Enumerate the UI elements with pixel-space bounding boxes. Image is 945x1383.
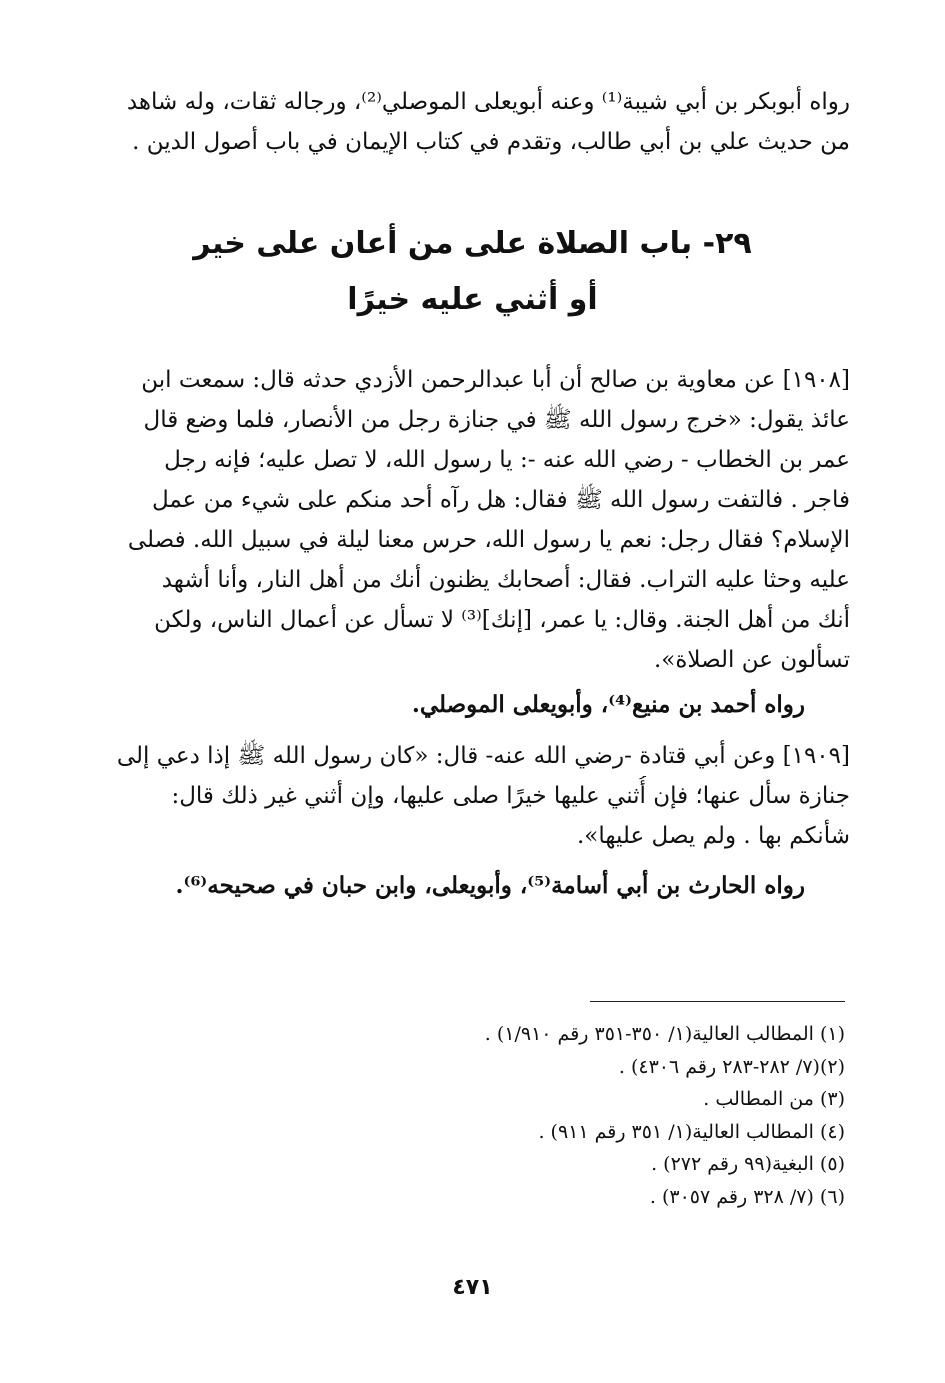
hadith-1908-line-6: عليه وحثا عليه التراب. فقال: أصحابك يظنون أنك من أهل النار، وأنا أشهد: [161, 567, 850, 593]
footnote-4: (٤) المطالب العالية(١/ ٣٥١ رقم ٩١١) .: [538, 1120, 845, 1143]
hadith-1909-attribution: [95, 866, 805, 906]
hadith-1908-attribution: [95, 685, 805, 725]
hadith-1909-line-3: شأنكم بها . ولم يصل عليها».: [576, 823, 850, 849]
hadith-1908-line-1: [١٩٠٨] عن معاوية بن صالح أن أبا عبدالرحمن الأزدي حدثه قال: سمعت ابن: [141, 367, 850, 393]
intro-paragraph: [95, 82, 850, 162]
page-number: ٤٧١: [452, 1275, 493, 1300]
footnote-divider: [590, 1001, 845, 1002]
footnote-2: (٢)(٧/ ٢٨٢-٢٨٣ رقم ٤٣٠٦) .: [618, 1055, 845, 1078]
hadith-1909-text: [95, 736, 850, 856]
hadith-1908-line-4: فاجر . فالتفت رسول الله ﷺ فقال: هل رآه أحد منكم على شيء من عمل: [151, 487, 850, 513]
attribution-1909-text: رواه الحارث بن أبي أسامة⁽⁵⁾، وأبويعلى، وابن حبان في صحيحه⁽⁶⁾.: [175, 872, 805, 899]
footnote-6: (٦) (٧/ ٣٢٨ رقم ٣٠٥٧) .: [649, 1185, 845, 1208]
intro-line-1: رواه أبوبكر بن أبي شيبة⁽¹⁾ وعنه أبويعلى الموصلي⁽²⁾، ورجاله ثقات، وله شاهد: [126, 89, 850, 115]
attribution-1908-text: رواه أحمد بن منيع⁽⁴⁾، وأبويعلى الموصلي.: [411, 691, 805, 718]
intro-line-2: من حديث علي بن أبي طالب، وتقدم في كتاب الإيمان في باب أصول الدين .: [132, 129, 850, 155]
hadith-1908-line-7: أنك من أهل الجنة. وقال: يا عمر، [إنك]⁽³⁾ لا تسأل عن أعمال الناس، ولكن: [154, 607, 850, 633]
chapter-heading: [95, 216, 850, 328]
hadith-1909-line-2: جنازة سأل عنها؛ فإن أُثني عليها خيرًا صلى عليها، وإن أثني غير ذلك قال:: [171, 783, 850, 809]
hadith-1908-line-3: عمر بن الخطاب - رضي الله عنه -: يا رسول الله، لا تصل عليه؛ فإنه رجل: [164, 447, 850, 473]
footnote-5: (٥) البغية(٩٩ رقم ٢٧٢) .: [651, 1153, 845, 1175]
footnotes: [425, 1018, 845, 1213]
footnote-1: (١) المطالب العالية(١/ ٣٥٠-٣٥١ رقم ١/٩١٠) .: [484, 1023, 845, 1045]
hadith-1909-line-1: [١٩٠٩] وعن أبي قتادة -رضي الله عنه- قال: «كان رسول الله ﷺ إذا دعي إلى: [116, 743, 850, 769]
hadith-1908-text: [95, 360, 850, 680]
hadith-1908-line-2: عائذ يقول: «خرج رسول الله ﷺ في جنازة رجل من الأنصار، فلما وضع قال: [143, 407, 850, 433]
chapter-title-line-2: أو أثني عليه خيرًا: [347, 282, 598, 317]
chapter-title-line-1: ٢٩- باب الصلاة على من أعان على خير: [193, 226, 752, 261]
hadith-1908-line-8: تسألون عن الصلاة».: [653, 647, 850, 673]
footnote-3: (٣) من المطالب .: [703, 1088, 845, 1110]
hadith-1908-line-5: الإسلام؟ فقال رجل: نعم يا رسول الله، حرس معنا ليلة في سبيل الله. فصلى: [127, 527, 850, 553]
